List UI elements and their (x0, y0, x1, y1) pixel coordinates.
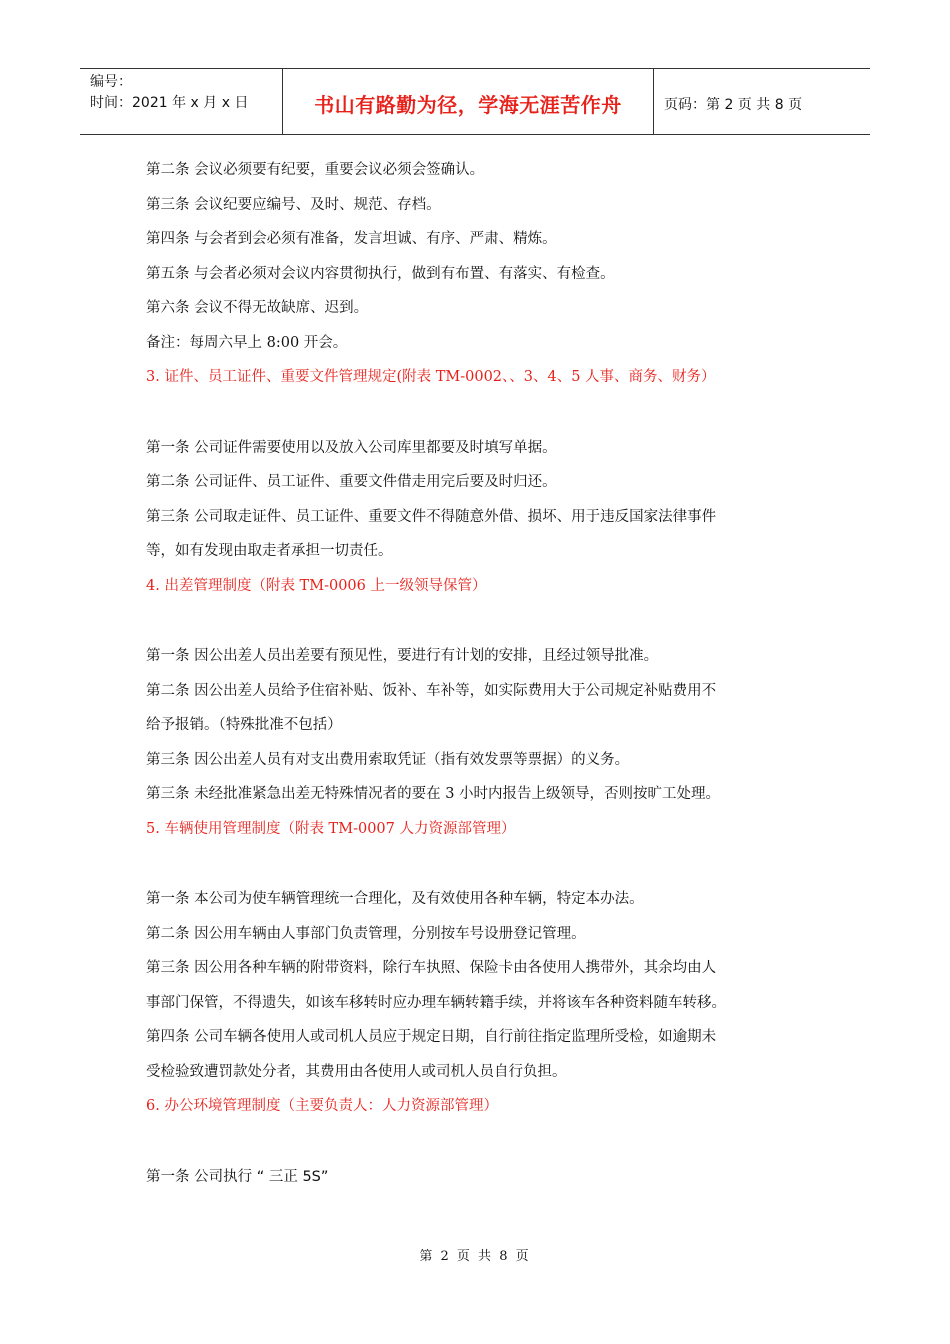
section-spacer (146, 607, 816, 643)
section-heading-4: 4. 出差管理制度（附表 TM-0006 上一级领导保管） (146, 577, 487, 594)
section-heading-5: 5. 车辆使用管理制度（附表 TM-0007 人力资源部管理） (146, 820, 516, 837)
paragraph-line: 第三条 未经批准紧急出差无特殊情况者的要在 3 小时内报告上级领导，否则按旷工处理。 (146, 786, 721, 802)
paragraph-line: 受检验致遭罚款处分者，其费用由各使用人或司机人员自行负担。 (146, 1063, 567, 1080)
header-meta (80, 69, 282, 134)
paragraph-line: 备注：每周六早上 8:00 开会。 (146, 334, 348, 351)
page-header (80, 68, 870, 135)
section-spacer (146, 1128, 816, 1164)
paragraph-line: 第三条 因公出差人员有对支出费用索取凭证（指有效发票等票据）的义务。 (146, 751, 630, 768)
paragraph-line: 第二条 因公用车辆由人事部门负责管理，分别按车号设册登记管理。 (146, 925, 586, 942)
header-page-number: 页码：第 2 页 共 8 页 (664, 96, 803, 113)
paragraph-line: 第一条 因公出差人员出差要有预见性，要进行有计划的安排，且经过领导批准。 (146, 648, 659, 664)
document-body (146, 157, 816, 1198)
header-motto: 书山有路勤为径，学海无涯苦作舟 (282, 69, 654, 134)
section-heading-6: 6. 办公环境管理制度（主要负责人：人力资源部管理） (146, 1098, 498, 1114)
paragraph-line: 第三条 因公用各种车辆的附带资料，除行车执照、保险卡由各使用人携带外，其余均由人 (146, 960, 717, 976)
paragraph-line: 第六条 会议不得无故缺席、迟到。 (146, 300, 369, 316)
document-time-label: 时间：2021 年 x 月 x 日 (90, 95, 249, 111)
paragraph-line: 第二条 会议必须要有纪要，重要会议必须会签确认。 (146, 162, 485, 178)
paragraph-line: 事部门保管，不得遗失，如该车移转时应办理车辆转籍手续，并将该车各种资料随车转移。 (146, 994, 726, 1011)
section-spacer (146, 850, 816, 886)
section-heading-3: 3. 证件、员工证件、重要文件管理规定(附表 TM-0002、、3、4、5 人事、商务、财务） (146, 369, 716, 385)
paragraph-line: 第一条 公司证件需要使用以及放入公司库里都要及时填写单据。 (146, 439, 557, 456)
paragraph-line: 第三条 会议纪要应编号、及时、规范、存档。 (146, 196, 441, 213)
paragraph-line: 等，如有发现由取走者承担一切责任。 (146, 543, 393, 559)
paragraph-line: 第五条 与会者必须对会议内容贯彻执行，做到有布置、有落实、有检查。 (146, 265, 615, 282)
paragraph-line: 第二条 因公出差人员给予住宿补贴、饭补、车补等，如实际费用大于公司规定补贴费用不 (146, 682, 717, 699)
paragraph-line: 第三条 公司取走证件、员工证件、重要文件不得随意外借、损坏、用于违反国家法律事件 (146, 508, 717, 525)
page-footer: 第 2 页 共 8 页 (419, 1249, 531, 1264)
section-spacer (146, 399, 816, 435)
paragraph-line: 第一条 本公司为使车辆管理统一合理化，及有效使用各种车辆，特定本办法。 (146, 891, 644, 907)
paragraph-line: 第一条 公司执行 “ 三正 5S” (146, 1168, 329, 1185)
paragraph-line: 第二条 公司证件、员工证件、重要文件借走用完后要及时归还。 (146, 474, 557, 490)
paragraph-line: 给予报销。（特殊批准不包括） (146, 717, 342, 733)
document-number-label: 编号： (90, 74, 132, 90)
paragraph-line: 第四条 与会者到会必须有准备，发言坦诚、有序、严肃、精炼。 (146, 231, 557, 247)
paragraph-line: 第四条 公司车辆各使用人或司机人员应于规定日期，自行前往指定监理所受检，如逾期未 (146, 1029, 717, 1045)
